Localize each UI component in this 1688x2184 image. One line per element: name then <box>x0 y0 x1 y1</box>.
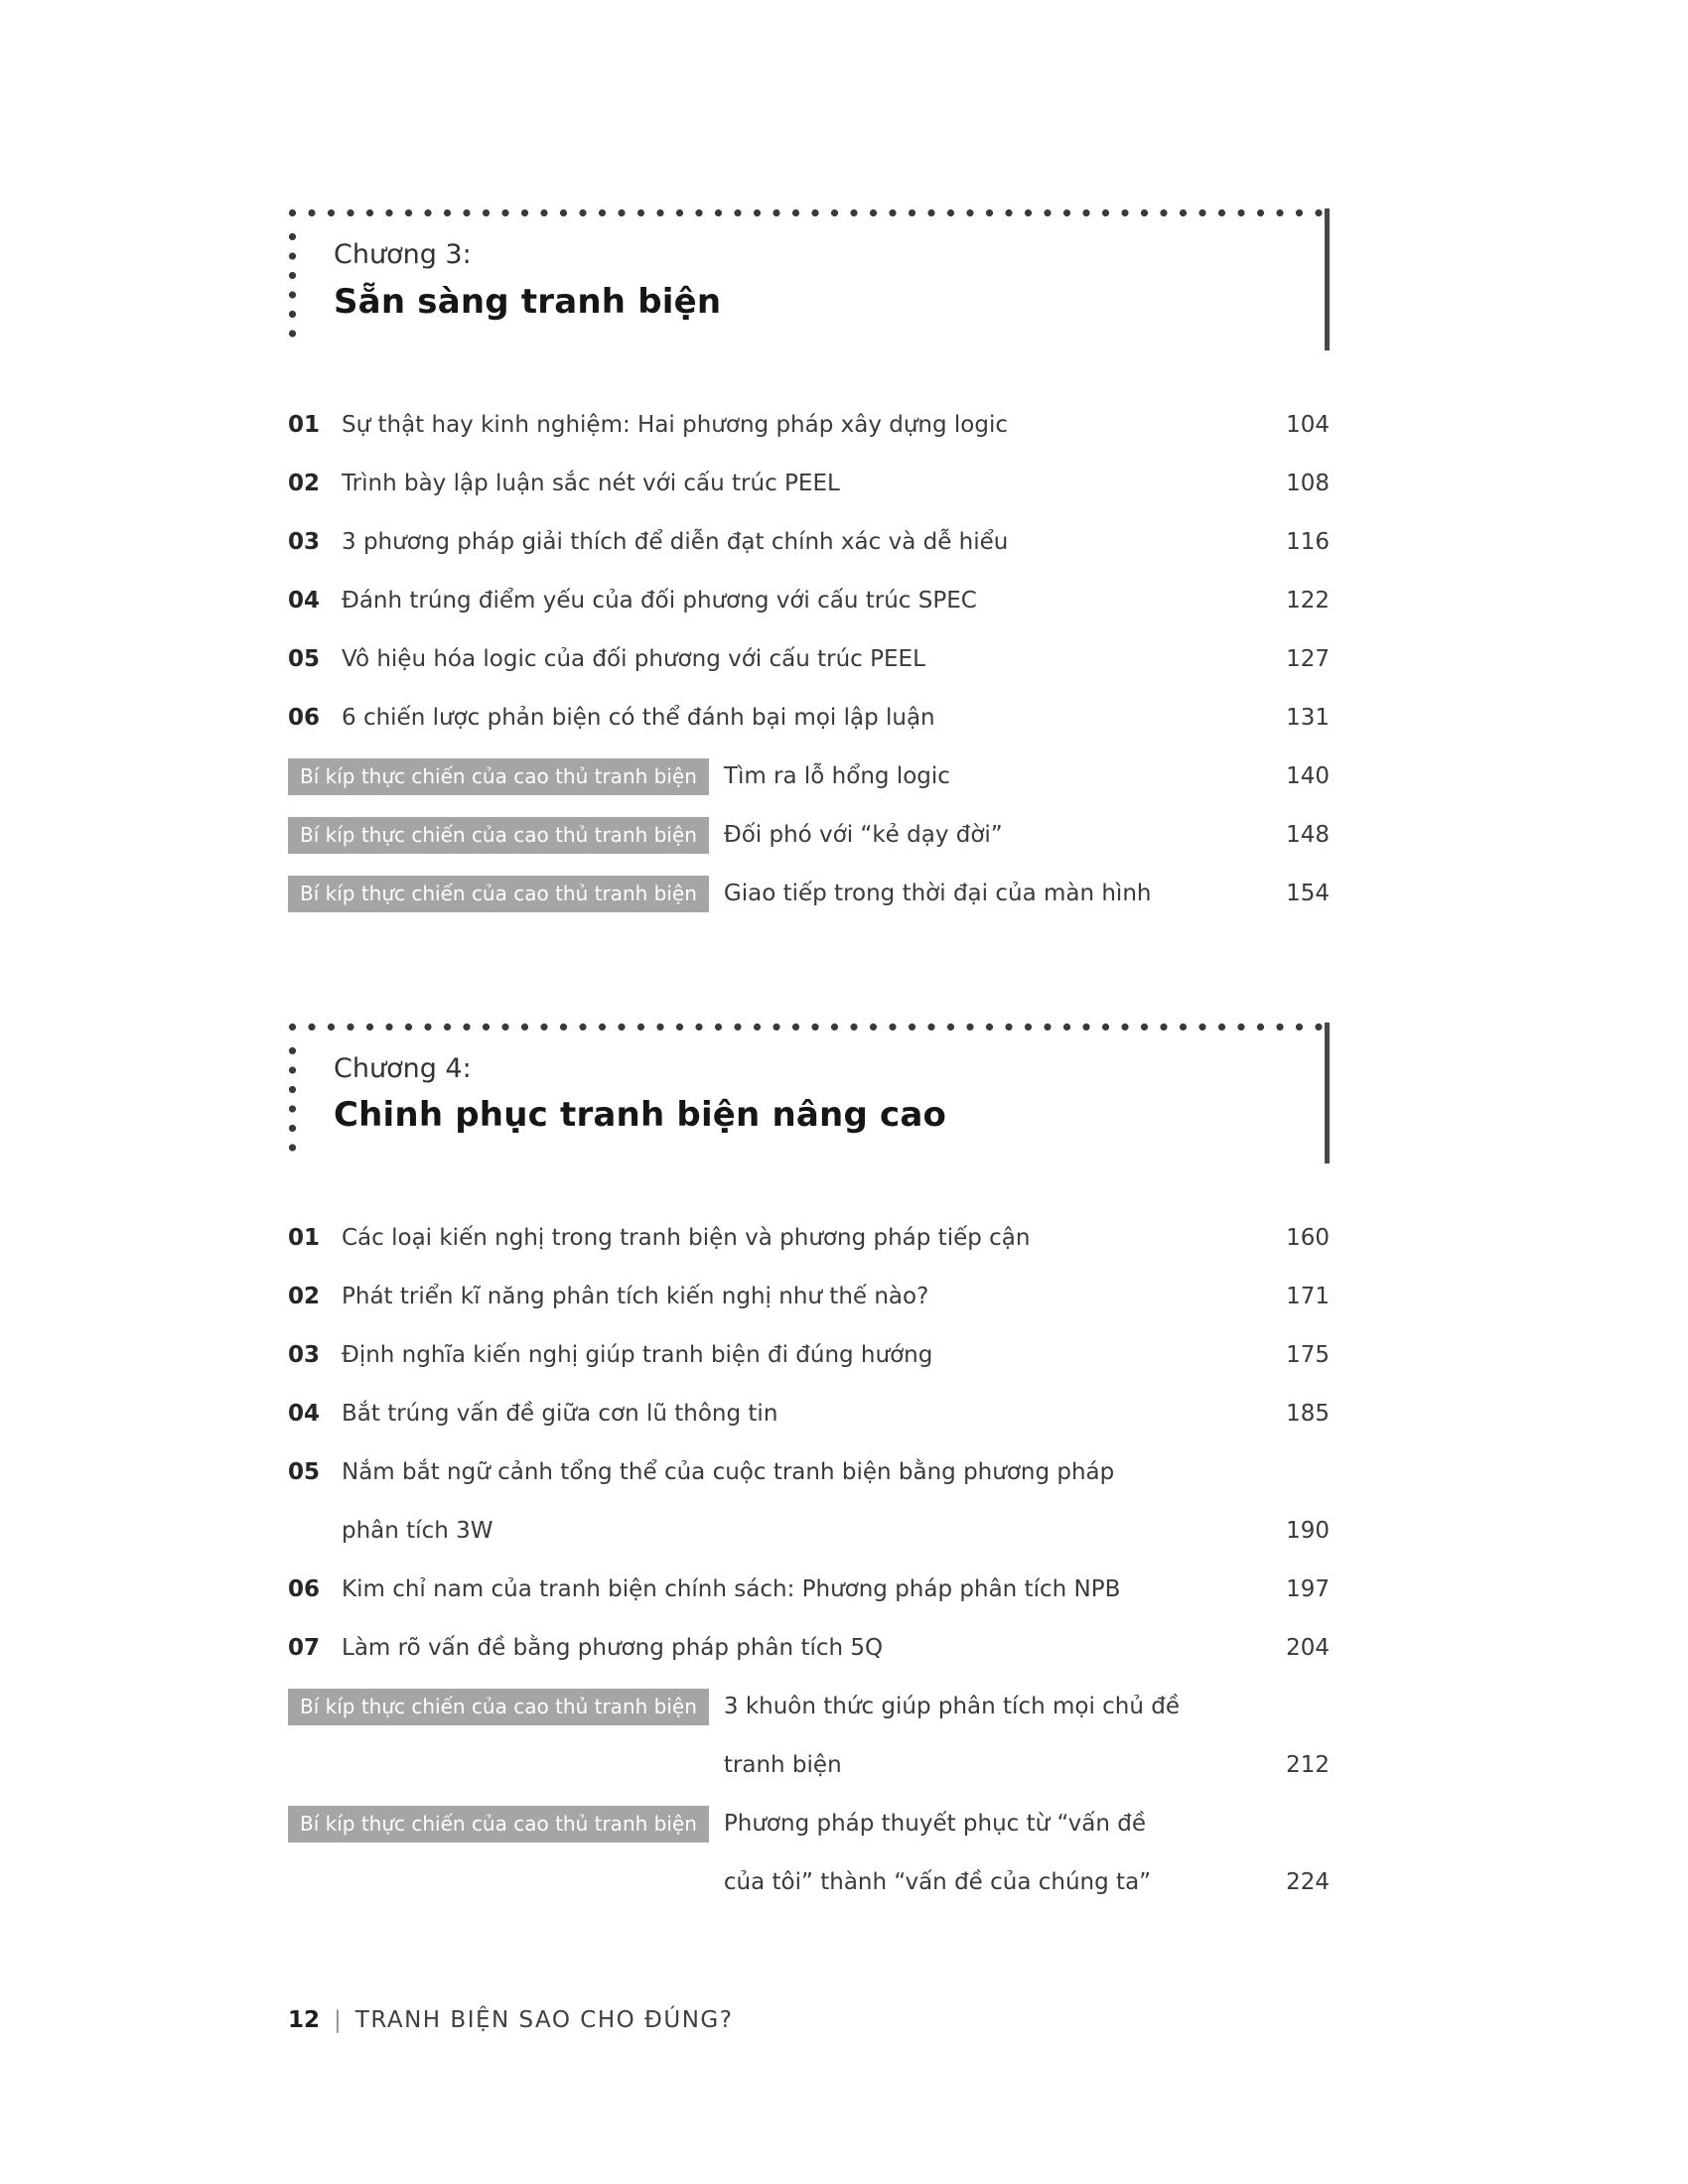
chapter-3-section <box>288 208 1330 923</box>
toc-entry <box>288 1561 1330 1619</box>
entry-page: 190 <box>1286 1518 1330 1545</box>
toc-entry <box>288 455 1330 513</box>
tip-badge: Bí kíp thực chiến của cao thủ tranh biện <box>288 1806 709 1843</box>
footer-separator: | <box>334 2007 342 2033</box>
entry-page: 116 <box>1286 528 1330 555</box>
entry-number: 01 <box>288 411 321 438</box>
entry-title: Tìm ra lỗ hổng logic <box>723 762 950 789</box>
tip-badge: Bí kíp thực chiến của cao thủ tranh biện <box>288 758 709 795</box>
entry-page: 122 <box>1286 587 1330 614</box>
entry-page: 104 <box>1286 411 1330 438</box>
entry-number: 03 <box>288 1342 321 1369</box>
tip-badge: Bí kíp thực chiến của cao thủ tranh biện <box>288 876 709 912</box>
footer-book-title: TRANH BIỆN SAO CHO ĐÚNG? <box>354 2007 734 2033</box>
entry-title: Định nghĩa kiến nghị giúp tranh biện đi đúng hướng <box>342 1342 933 1369</box>
entry-title <box>724 1795 1244 1912</box>
entry-title-line: của tôi” thành “vấn đề của chúng ta” <box>723 1869 1152 1896</box>
entry-page: 160 <box>1286 1225 1330 1252</box>
entry-title: Làm rõ vấn đề bằng phương pháp phân tích 5Q <box>342 1635 884 1662</box>
entry-title: 3 phương pháp giải thích để diễn đạt chính xác và dễ hiểu <box>342 528 1009 555</box>
entry-title-line: phân tích 3W <box>342 1518 493 1545</box>
tip-badge: Bí kíp thực chiến của cao thủ tranh biện <box>288 817 709 854</box>
entry-number: 06 <box>288 704 321 731</box>
dotted-border-left <box>288 1046 297 1155</box>
entry-title: Giao tiếp trong thời đại của màn hình <box>723 880 1152 906</box>
entry-title <box>342 1443 1244 1561</box>
toc-tip-entry <box>288 1795 1330 1912</box>
chapter-title: Chinh phục tranh biện nâng cao <box>334 1095 947 1136</box>
entry-title-line: tranh biện <box>723 1752 842 1779</box>
entry-title-line: Phương pháp thuyết phục từ “vấn đề <box>723 1811 1146 1838</box>
toc-entry <box>288 1268 1330 1326</box>
dotted-border-left <box>288 232 297 341</box>
entry-title: 6 chiến lược phản biện có thể đánh bại mọi lập luận <box>342 704 935 731</box>
entry-title-line: 3 khuôn thức giúp phân tích mọi chủ đề <box>723 1694 1181 1720</box>
entry-title: Kim chỉ nam của tranh biện chính sách: Phương pháp phân tích NPB <box>342 1576 1121 1603</box>
chapter-4-entries <box>288 1209 1330 1912</box>
entry-title-line: Nắm bắt ngữ cảnh tổng thể của cuộc tranh biện bằng phương pháp <box>342 1459 1115 1486</box>
entry-page: 224 <box>1286 1869 1330 1896</box>
entry-page: 185 <box>1286 1401 1330 1428</box>
chapter-label: Chương 4: <box>334 1052 472 1084</box>
entry-title: Phát triển kĩ năng phân tích kiến nghị như thế nào? <box>342 1284 929 1310</box>
toc-entry <box>288 572 1330 630</box>
tip-badge: Bí kíp thực chiến của cao thủ tranh biện <box>288 1689 709 1725</box>
toc-entry <box>288 396 1330 455</box>
dotted-border-top <box>288 208 1325 217</box>
entry-title: Trình bày lập luận sắc nét với cấu trúc PEEL <box>342 470 840 496</box>
toc-entry <box>288 1385 1330 1443</box>
entry-number: 06 <box>288 1576 321 1603</box>
entry-page: 204 <box>1286 1635 1330 1662</box>
entry-page: 108 <box>1286 470 1330 496</box>
chapter-title: Sẵn sàng tranh biện <box>334 281 722 322</box>
entry-number: 07 <box>288 1635 321 1662</box>
toc-entry <box>288 1209 1330 1268</box>
entry-number: 02 <box>288 470 321 496</box>
entry-page: 197 <box>1286 1576 1330 1603</box>
toc-entry <box>288 1443 1330 1561</box>
toc-tip-entry <box>288 748 1330 806</box>
toc-content <box>288 208 1330 1912</box>
chapter-3-entries <box>288 396 1330 923</box>
entry-page: 131 <box>1286 704 1330 731</box>
entry-title: Bắt trúng vấn đề giữa cơn lũ thông tin <box>342 1401 778 1428</box>
dotted-border-top <box>288 1023 1325 1031</box>
toc-entry <box>288 689 1330 748</box>
entry-number: 01 <box>288 1225 321 1252</box>
chapter-4-header <box>288 1023 1330 1164</box>
toc-entry <box>288 1326 1330 1385</box>
entry-title: Đối phó với “kẻ dạy đời” <box>723 821 1003 848</box>
entry-page: 171 <box>1286 1284 1330 1310</box>
entry-title: Đánh trúng điểm yếu của đối phương với cấu trúc SPEC <box>342 587 977 614</box>
entry-page: 140 <box>1286 762 1330 789</box>
entry-number: 02 <box>288 1284 321 1310</box>
entry-title: Sự thật hay kinh nghiệm: Hai phương pháp xây dựng logic <box>342 411 1009 438</box>
toc-entry <box>288 513 1330 572</box>
toc-tip-entry <box>288 1678 1330 1795</box>
entry-number: 04 <box>288 1401 321 1428</box>
entry-title <box>724 1678 1244 1795</box>
entry-page: 175 <box>1286 1342 1330 1369</box>
chapter-label: Chương 3: <box>334 239 472 270</box>
entry-page: 154 <box>1286 880 1330 906</box>
entry-title: Vô hiệu hóa logic của đối phương với cấu trúc PEEL <box>342 645 925 672</box>
entry-number: 05 <box>288 645 321 672</box>
entry-number: 04 <box>288 587 321 614</box>
chapter-3-header <box>288 208 1330 350</box>
entry-number: 03 <box>288 528 321 555</box>
entry-number: 05 <box>288 1459 321 1486</box>
entry-page: 212 <box>1286 1752 1330 1779</box>
chapter-4-section <box>288 1023 1330 1913</box>
entry-page: 148 <box>1286 821 1330 848</box>
entry-page: 127 <box>1286 645 1330 672</box>
toc-entry <box>288 630 1330 689</box>
footer-page-number: 12 <box>288 2007 321 2033</box>
toc-entry <box>288 1619 1330 1678</box>
toc-tip-entry <box>288 865 1330 923</box>
page-footer <box>288 2007 733 2033</box>
entry-title: Các loại kiến nghị trong tranh biện và phương pháp tiếp cận <box>342 1225 1031 1252</box>
toc-tip-entry <box>288 806 1330 865</box>
